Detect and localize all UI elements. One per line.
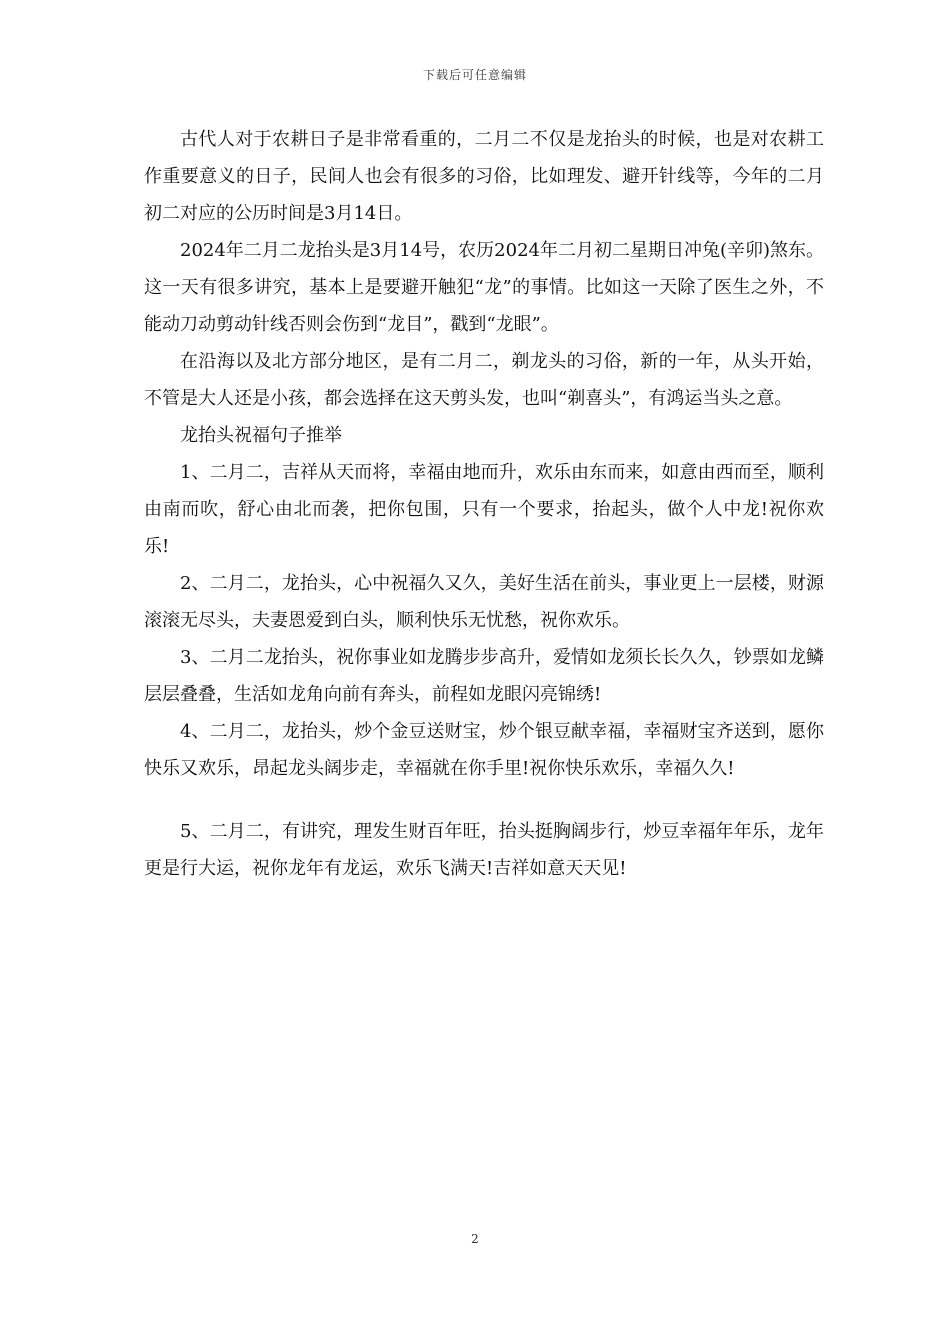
blessing-item-2: 2、二月二，龙抬头，心中祝福久又久，美好生活在前头，事业更上一层楼，财源滚滚无尽头，夫妻恩爱到白头，顺利快乐无忧愁，祝你欢乐。 bbox=[144, 573, 824, 631]
blessing-item-1: 1、二月二，吉祥从天而将，幸福由地而升，欢乐由东而来，如意由西而至，顺利由南而吹，舒心由北而袭，把你包围，只有一个要求，抬起头，做个人中龙!祝你欢乐! bbox=[144, 462, 824, 557]
page-number: 2 bbox=[471, 1232, 479, 1246]
blessing-item-5: 5、二月二，有讲究，理发生财百年旺，抬头挺胸阔步行，炒豆幸福年年乐，龙年更是行大运，祝你龙年有龙运，欢乐飞满天!吉祥如意天天见! bbox=[144, 821, 824, 879]
document-body bbox=[144, 121, 824, 887]
paragraph-haircut-custom: 在沿海以及北方部分地区，是有二月二，剃龙头的习俗，新的一年，从头开始，不管是大人还是小孩，都会选择在这天剪头发，也叫“剃喜头”，有鸿运当头之意。 bbox=[144, 351, 824, 409]
section-heading-blessings: 龙抬头祝福句子推举 bbox=[180, 425, 342, 446]
paragraph-gap bbox=[144, 787, 824, 813]
blessing-item-4: 4、二月二，龙抬头，炒个金豆送财宝，炒个银豆献幸福，幸福财宝齐送到，愿你快乐又欢乐，昂起龙头阔步走，幸福就在你手里!祝你快乐欢乐，幸福久久! bbox=[144, 721, 824, 779]
paragraph-intro: 古代人对于农耕日子是非常看重的，二月二不仅是龙抬头的时候，也是对农耕工作重要意义的日子，民间人也会有很多的习俗，比如理发、避开针线等，今年的二月初二对应的公历时间是3月14日。 bbox=[144, 129, 824, 224]
paragraph-date-info: 2024年二月二龙抬头是3月14号，农历2024年二月初二星期日冲兔(辛卯)煞东。这一天有很多讲究，基本上是要避开触犯“龙”的事情。比如这一天除了医生之外，不能动刀动剪动针线否则会伤到“龙目”，戳到“龙眼”。 bbox=[144, 240, 825, 335]
page-header-note: 下载后可任意编辑 bbox=[422, 68, 527, 82]
blessing-item-3: 3、二月二龙抬头，祝你事业如龙腾步步高升，爱情如龙须长长久久，钞票如龙鳞层层叠叠，生活如龙角向前有奔头，前程如龙眼闪亮锦绣! bbox=[144, 647, 824, 705]
